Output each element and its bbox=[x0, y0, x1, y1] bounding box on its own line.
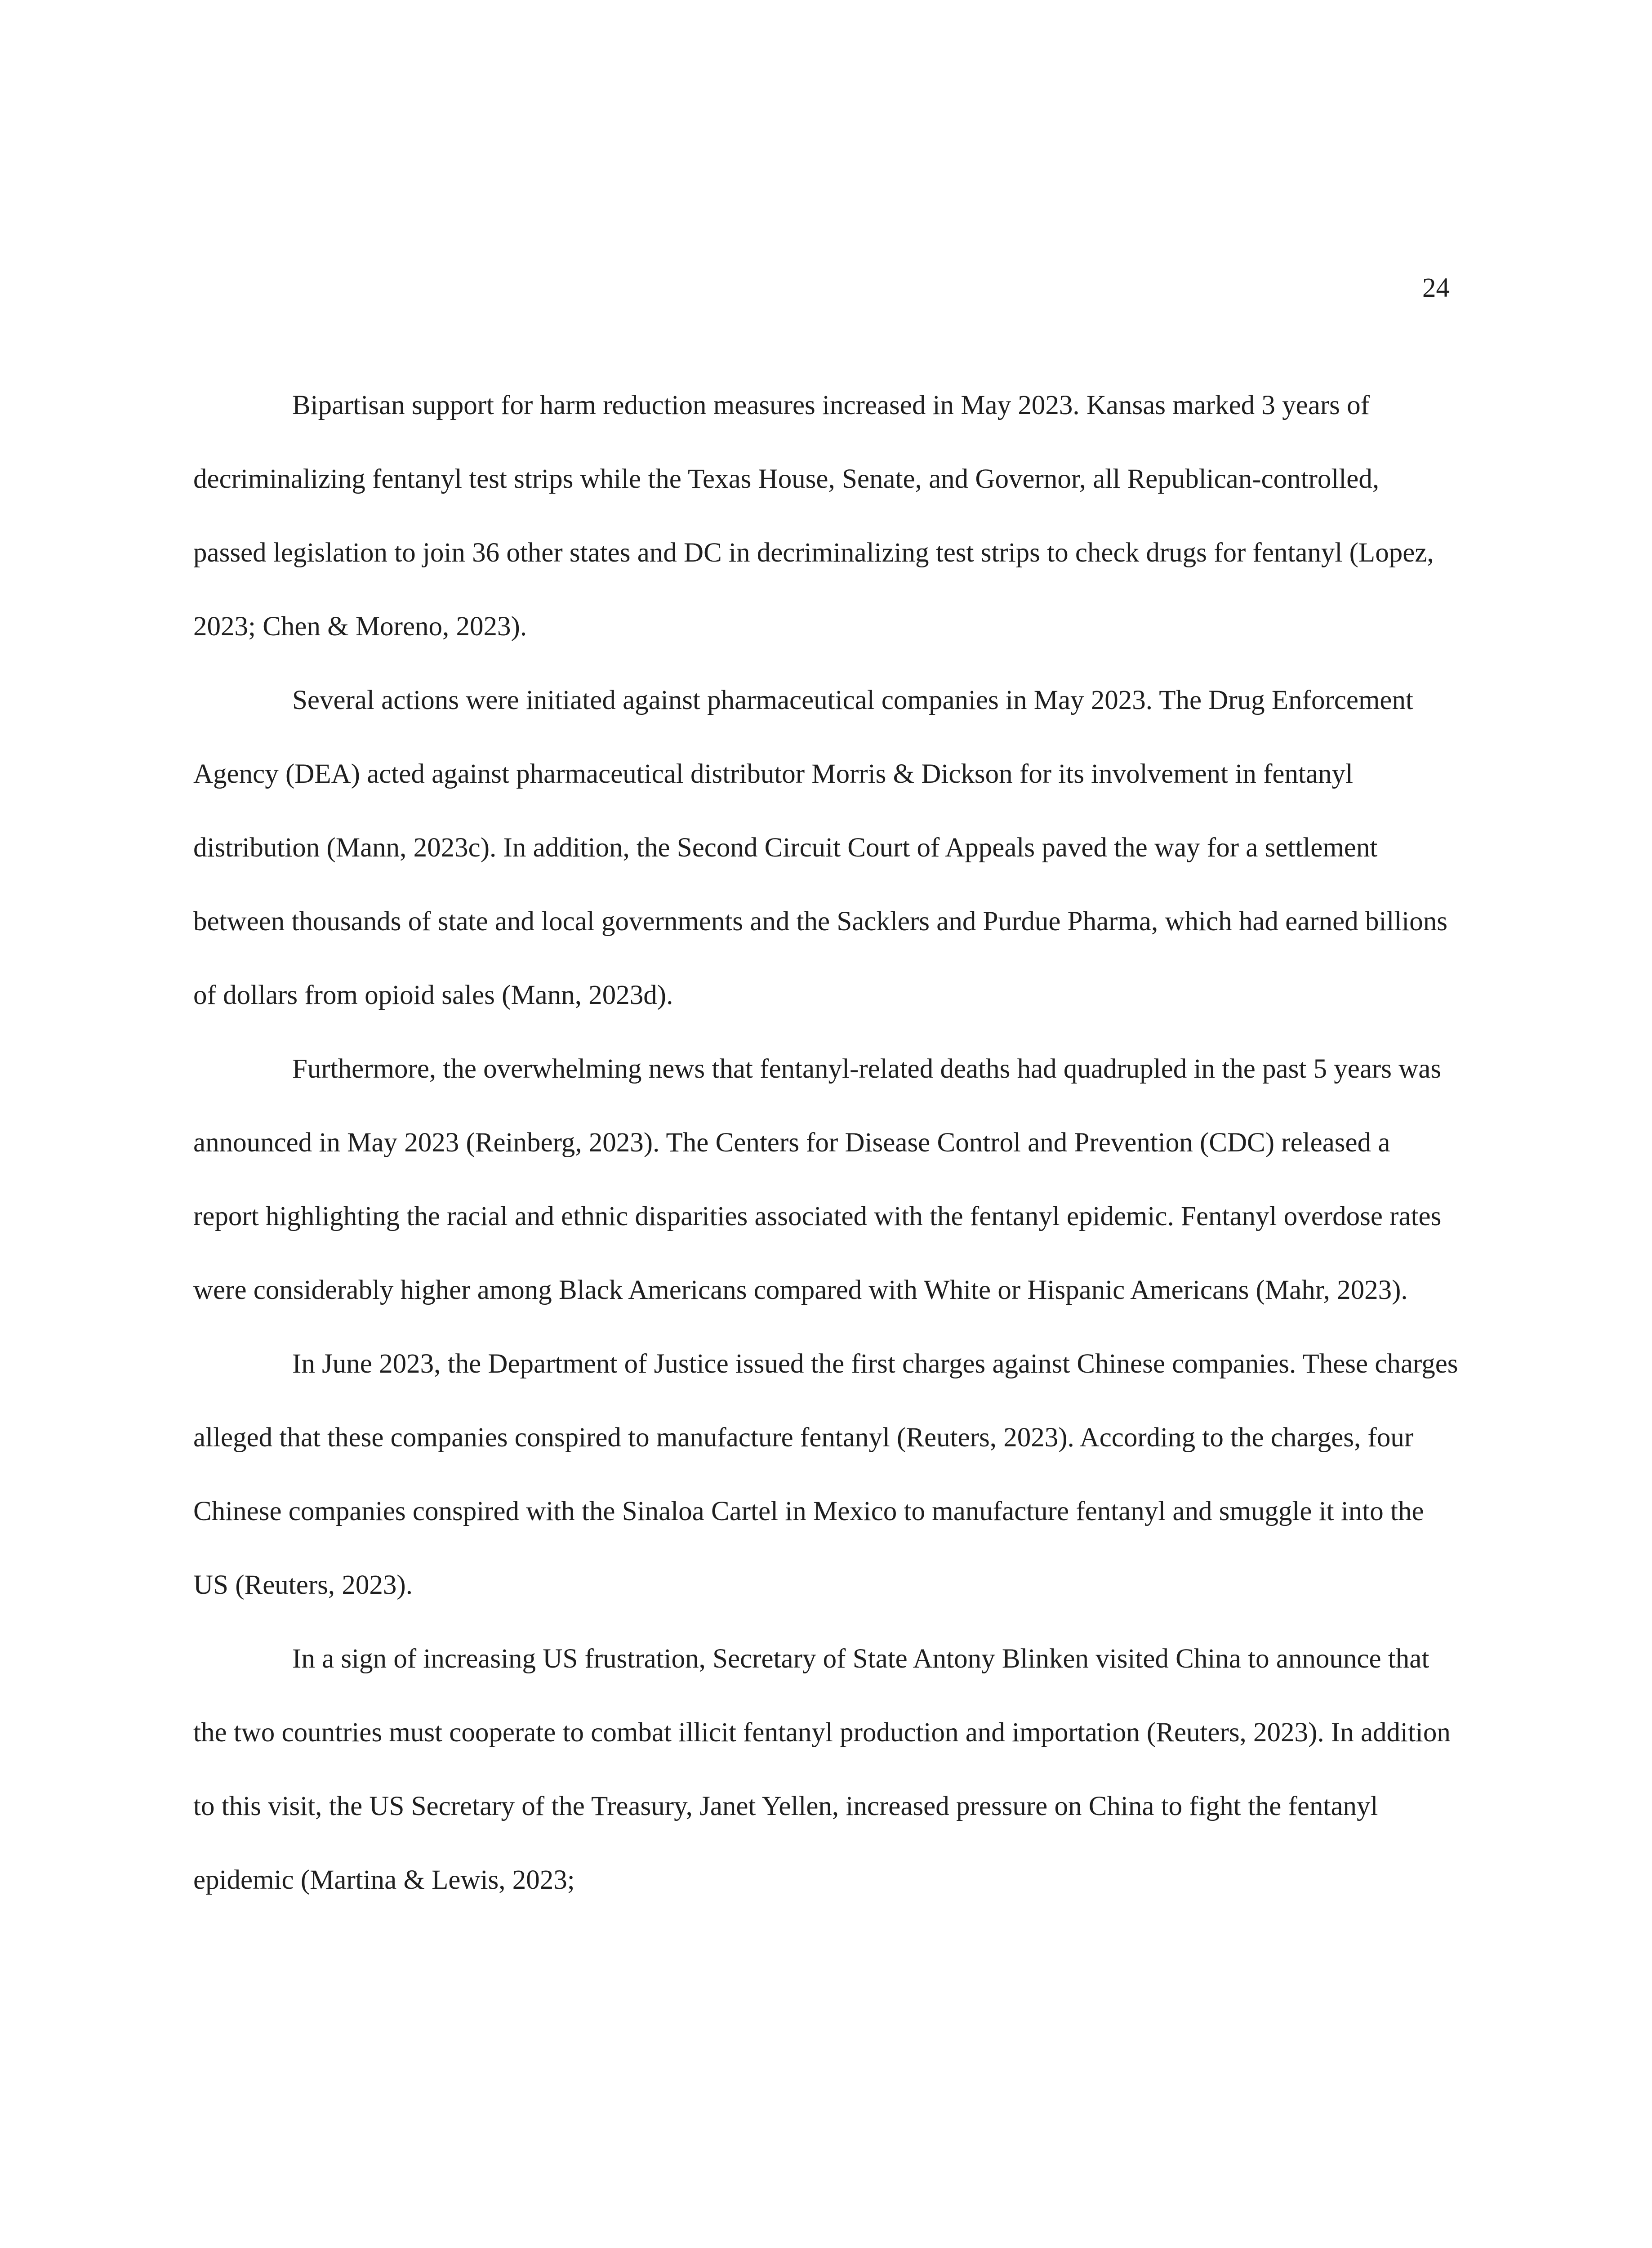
page-number: 24 bbox=[1422, 273, 1450, 303]
paragraph-pharmaceutical-actions: Several actions were initiated against pharmaceutical companies in May 2023. The Drug Enforcement Agency (DEA) acted against pharmaceutical distributor Morris & Dickson for its involvement in fentanyl distribution (Mann, 2023c). In addition, the Second Circuit Court of Appeals paved the way for a settlement between thousands of state and local governments and the Sacklers and Purdue Pharma, which had earned billions of dollars from opioid sales (Mann, 2023d). bbox=[193, 685, 1447, 1010]
paragraph-us-china-pressure: In a sign of increasing US frustration, Secretary of State Antony Blinken visited China to announce that the two countries must cooperate to combat illicit fentanyl production and importation (Reuters, 2023). In addition to this visit, the US Secretary of the Treasury, Janet Yellen, increased pressure on China to fight the fentanyl epidemic (Martina & Lewis, 2023; bbox=[193, 1644, 1451, 1895]
body-text bbox=[193, 369, 1459, 1917]
paragraph-harm-reduction: Bipartisan support for harm reduction measures increased in May 2023. Kansas marked 3 years of decriminalizing fentanyl test strips while the Texas House, Senate, and Governor, all Republican-controlled, passed legislation to join 36 other states and DC in decriminalizing test strips to check drugs for fentanyl (Lopez, 2023; Chen & Moreno, 2023). bbox=[193, 390, 1434, 642]
paragraph-fentanyl-deaths: Furthermore, the overwhelming news that fentanyl-related deaths had quadrupled in the past 5 years was announced in May 2023 (Reinberg, 2023). The Centers for Disease Control and Prevention (CDC) released a report highlighting the racial and ethnic disparities associated with the fentanyl epidemic. Fentanyl overdose rates were considerably higher among Black Americans compared with White or Hispanic Americans (Mahr, 2023). bbox=[193, 1054, 1442, 1305]
paragraph-doj-charges: In June 2023, the Department of Justice issued the first charges against Chinese companies. These charges alleged that these companies conspired to manufacture fentanyl (Reuters, 2023). According to the charges, four Chinese companies conspired with the Sinaloa Cartel in Mexico to manufacture fentanyl and smuggle it into the US (Reuters, 2023). bbox=[193, 1349, 1458, 1600]
